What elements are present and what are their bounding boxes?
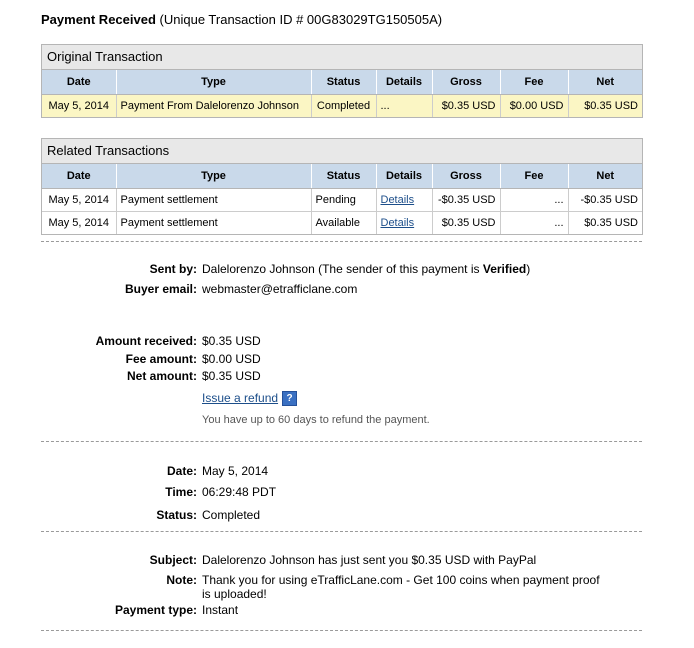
cell-gross: $0.35 USD xyxy=(432,212,500,235)
cell-status: Pending xyxy=(311,189,376,212)
original-transaction-table xyxy=(42,70,642,117)
cell-date: May 5, 2014 xyxy=(42,95,116,118)
refund-note: You have up to 60 days to refund the payment. xyxy=(202,414,430,426)
refund-area xyxy=(202,391,297,406)
cell-type: Payment settlement xyxy=(116,189,311,212)
date-label: Date: xyxy=(166,464,197,478)
column-gross: Gross xyxy=(432,164,500,189)
cell-status: Completed xyxy=(311,95,376,118)
cell-net: -$0.35 USD xyxy=(568,189,642,212)
buyer-email-value: webmaster@etrafficlane.com xyxy=(202,282,358,296)
amount-received-value: $0.35 USD xyxy=(202,334,261,348)
fee-amount-value: $0.00 USD xyxy=(202,352,261,366)
cell-date: May 5, 2014 xyxy=(42,212,116,235)
column-details: Details xyxy=(376,70,432,95)
sender-name: Dalelorenzo Johnson xyxy=(202,262,315,276)
cell-fee: $0.00 USD xyxy=(500,95,568,118)
net-amount-value: $0.35 USD xyxy=(202,369,261,383)
related-transactions-table xyxy=(42,164,642,234)
time-value: 06:29:48 PDT xyxy=(202,485,277,499)
amount-received-label: Amount received: xyxy=(95,334,197,348)
cell-gross: $0.35 USD xyxy=(432,95,500,118)
status-value: Completed xyxy=(202,508,261,522)
date-row xyxy=(0,464,694,482)
note-value-line2: is uploaded! xyxy=(202,587,267,601)
cell-details: ... xyxy=(376,95,432,118)
cell-fee: ... xyxy=(500,212,568,235)
related-transactions-panel xyxy=(41,138,643,235)
cell-fee: ... xyxy=(500,189,568,212)
buyer-email-row xyxy=(0,282,694,300)
column-net: Net xyxy=(568,164,642,189)
details-link[interactable]: Details xyxy=(380,217,415,229)
help-icon[interactable]: ? xyxy=(282,391,297,406)
fee-amount-label: Fee amount: xyxy=(125,352,197,366)
sent-by-label: Sent by: xyxy=(149,262,197,276)
section-divider xyxy=(41,441,642,442)
column-status: Status xyxy=(311,164,376,189)
sent-by-value xyxy=(202,262,530,276)
status-label: Status: xyxy=(156,508,197,522)
date-value: May 5, 2014 xyxy=(202,464,269,478)
subject-value: Dalelorenzo Johnson has just sent you $0.35 USD with PayPal xyxy=(202,553,537,567)
table-header-row xyxy=(42,70,642,95)
amount-received-row xyxy=(0,334,694,352)
sent-by-row xyxy=(0,262,694,280)
section-divider xyxy=(41,630,642,631)
original-transaction-panel xyxy=(41,44,643,118)
time-row xyxy=(0,485,694,503)
section-divider xyxy=(41,531,642,532)
column-details: Details xyxy=(376,164,432,189)
column-type: Type xyxy=(116,164,311,189)
table-row xyxy=(42,212,642,235)
page-title xyxy=(41,12,442,27)
cell-type: Payment From Dalelorenzo Johnson xyxy=(116,95,311,118)
fee-amount-row xyxy=(0,352,694,370)
net-amount-label: Net amount: xyxy=(127,369,197,383)
sender-note-prefix: (The sender of this payment is xyxy=(318,262,480,276)
cell-net: $0.35 USD xyxy=(568,95,642,118)
payment-type-value: Instant xyxy=(202,603,239,617)
payment-type-label: Payment type: xyxy=(114,603,197,617)
transaction-id: (Unique Transaction ID # 00G83029TG150505A) xyxy=(159,12,443,27)
table-header-row xyxy=(42,164,642,189)
column-net: Net xyxy=(568,70,642,95)
column-date: Date xyxy=(42,70,116,95)
table-row xyxy=(42,95,642,118)
section-divider xyxy=(41,241,642,242)
original-transaction-title: Original Transaction xyxy=(42,45,642,70)
sender-note-suffix: ) xyxy=(526,262,531,276)
net-amount-row xyxy=(0,369,694,387)
note-value-line1: Thank you for using eTrafficLane.com - Get 100 coins when payment proof xyxy=(202,573,600,587)
verified-badge: Verified xyxy=(482,262,527,276)
related-transactions-title: Related Transactions xyxy=(42,139,642,164)
cell-date: May 5, 2014 xyxy=(42,189,116,212)
table-row xyxy=(42,189,642,212)
subject-label: Subject: xyxy=(149,553,197,567)
cell-net: $0.35 USD xyxy=(584,217,638,229)
details-link[interactable]: Details xyxy=(380,194,415,206)
note-label: Note: xyxy=(166,573,197,587)
column-date: Date xyxy=(42,164,116,189)
cell-gross: -$0.35 USD xyxy=(432,189,500,212)
column-status: Status xyxy=(311,70,376,95)
column-type: Type xyxy=(116,70,311,95)
time-label: Time: xyxy=(165,485,197,499)
issue-refund-link[interactable]: Issue a refund xyxy=(202,391,279,405)
buyer-email-label: Buyer email: xyxy=(124,282,197,296)
payment-type-row xyxy=(0,603,694,621)
column-fee: Fee xyxy=(500,164,568,189)
page-title-heading: Payment Received xyxy=(41,12,156,27)
status-row xyxy=(0,508,694,526)
subject-row xyxy=(0,553,694,571)
cell-status: Available xyxy=(311,212,376,235)
column-gross: Gross xyxy=(432,70,500,95)
column-fee: Fee xyxy=(500,70,568,95)
cell-type: Payment settlement xyxy=(116,212,311,235)
